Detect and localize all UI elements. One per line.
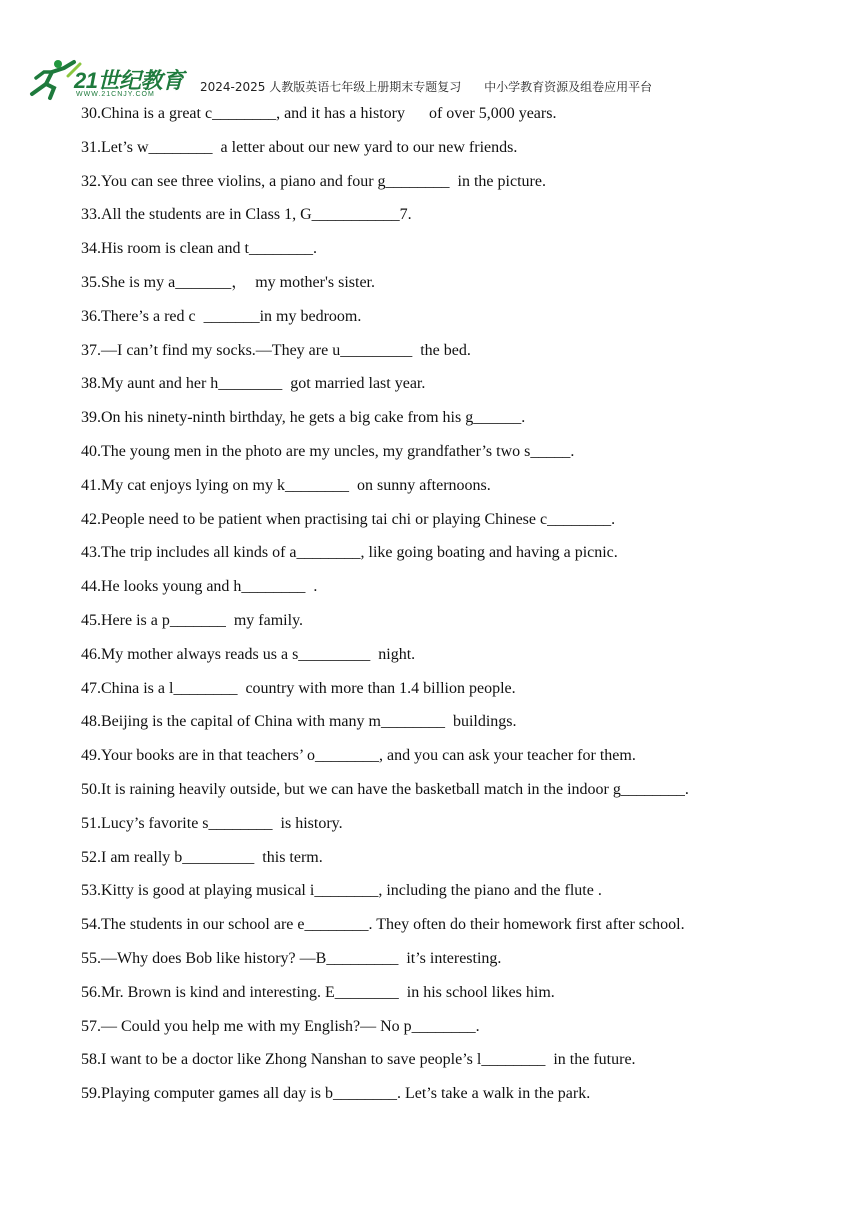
exercise-list (81, 102, 781, 1116)
exercise-item: 41.My cat enjoys lying on my k________ on sunny afternoons. (81, 476, 491, 494)
exercise-item: 44.He looks young and h________ . (81, 578, 318, 596)
exercise-item: 48.Beijing is the capital of China with many m________ buildings. (81, 713, 517, 731)
exercise-item: 36.There’s a red c _______in my bedroom. (81, 307, 362, 325)
logo (24, 58, 194, 102)
exercise-item: 49.Your books are in that teachers’ o________, and you can ask your teacher for them. (81, 747, 636, 765)
exercise-item: 33.All the students are in Class 1, G___________7. (81, 206, 412, 224)
exercise-item: 32.You can see three violins, a piano and four g________ in the picture. (81, 172, 546, 190)
exercise-item: 52.I am really b_________ this term. (81, 848, 323, 866)
exercise-item: 46.My mother always reads us a s_________ night. (81, 645, 416, 663)
exercise-item: 45.Here is a p_______ my family. (81, 611, 304, 629)
exercise-item: 47.China is a l________ country with more than 1.4 billion people. (81, 679, 516, 697)
exercise-item: 42.People need to be patient when practising tai chi or playing Chinese c________. (81, 510, 616, 528)
exercise-item: 35.She is my a_______， my mother's sister. (81, 273, 375, 291)
exercise-item: 37.—I can’t find my socks.—They are u_________ the bed. (81, 341, 471, 359)
page-header (0, 58, 860, 104)
exercise-item: 59.Playing computer games all day is b________. Let’s take a walk in the park. (81, 1085, 591, 1103)
exercise-item: 57.— Could you help me with my English?— No p________. (81, 1017, 480, 1035)
exercise-item: 39.On his ninety-ninth birthday, he gets a big cake from his g______. (81, 409, 526, 427)
exercise-item: 31.Let’s w________ a letter about our new yard to our new friends. (81, 138, 518, 156)
header-title: 2024-2025 人教版英语七年级上册期末专题复习 中小学教育资源及组卷应用平台 (200, 80, 653, 94)
logo-url: WWW.21CNJY.COM (76, 91, 155, 98)
exercise-item: 34.His room is clean and t________. (81, 240, 317, 258)
exercise-item: 58.I want to be a doctor like Zhong Nanshan to save people’s l________ in the future. (81, 1051, 636, 1069)
exercise-item: 56.Mr. Brown is kind and interesting. E________ in his school likes him. (81, 983, 555, 1001)
exercise-item: 50.It is raining heavily outside, but we can have the basketball match in the indoor g________. (81, 780, 689, 798)
logo-brand: 21世纪教育 (74, 68, 184, 93)
exercise-item: 38.My aunt and her h________ got married last year. (81, 375, 426, 393)
exercise-item: 53.Kitty is good at playing musical i________, including the piano and the flute . (81, 882, 602, 900)
exercise-item: 54.The students in our school are e________. They often do their homework first after school. (81, 916, 685, 934)
exercise-item: 43.The trip includes all kinds of a________, like going boating and having a picnic. (81, 544, 618, 562)
exercise-item: 51.Lucy’s favorite s________ is history. (81, 814, 343, 832)
exercise-item: 40.The young men in the photo are my uncles, my grandfather’s two s_____. (81, 442, 575, 460)
exercise-item: 55.—Why does Bob like history? —B_________ it’s interesting. (81, 949, 502, 967)
exercise-item: 30.China is a great c________, and it has a history of over 5,000 years. (81, 105, 557, 122)
